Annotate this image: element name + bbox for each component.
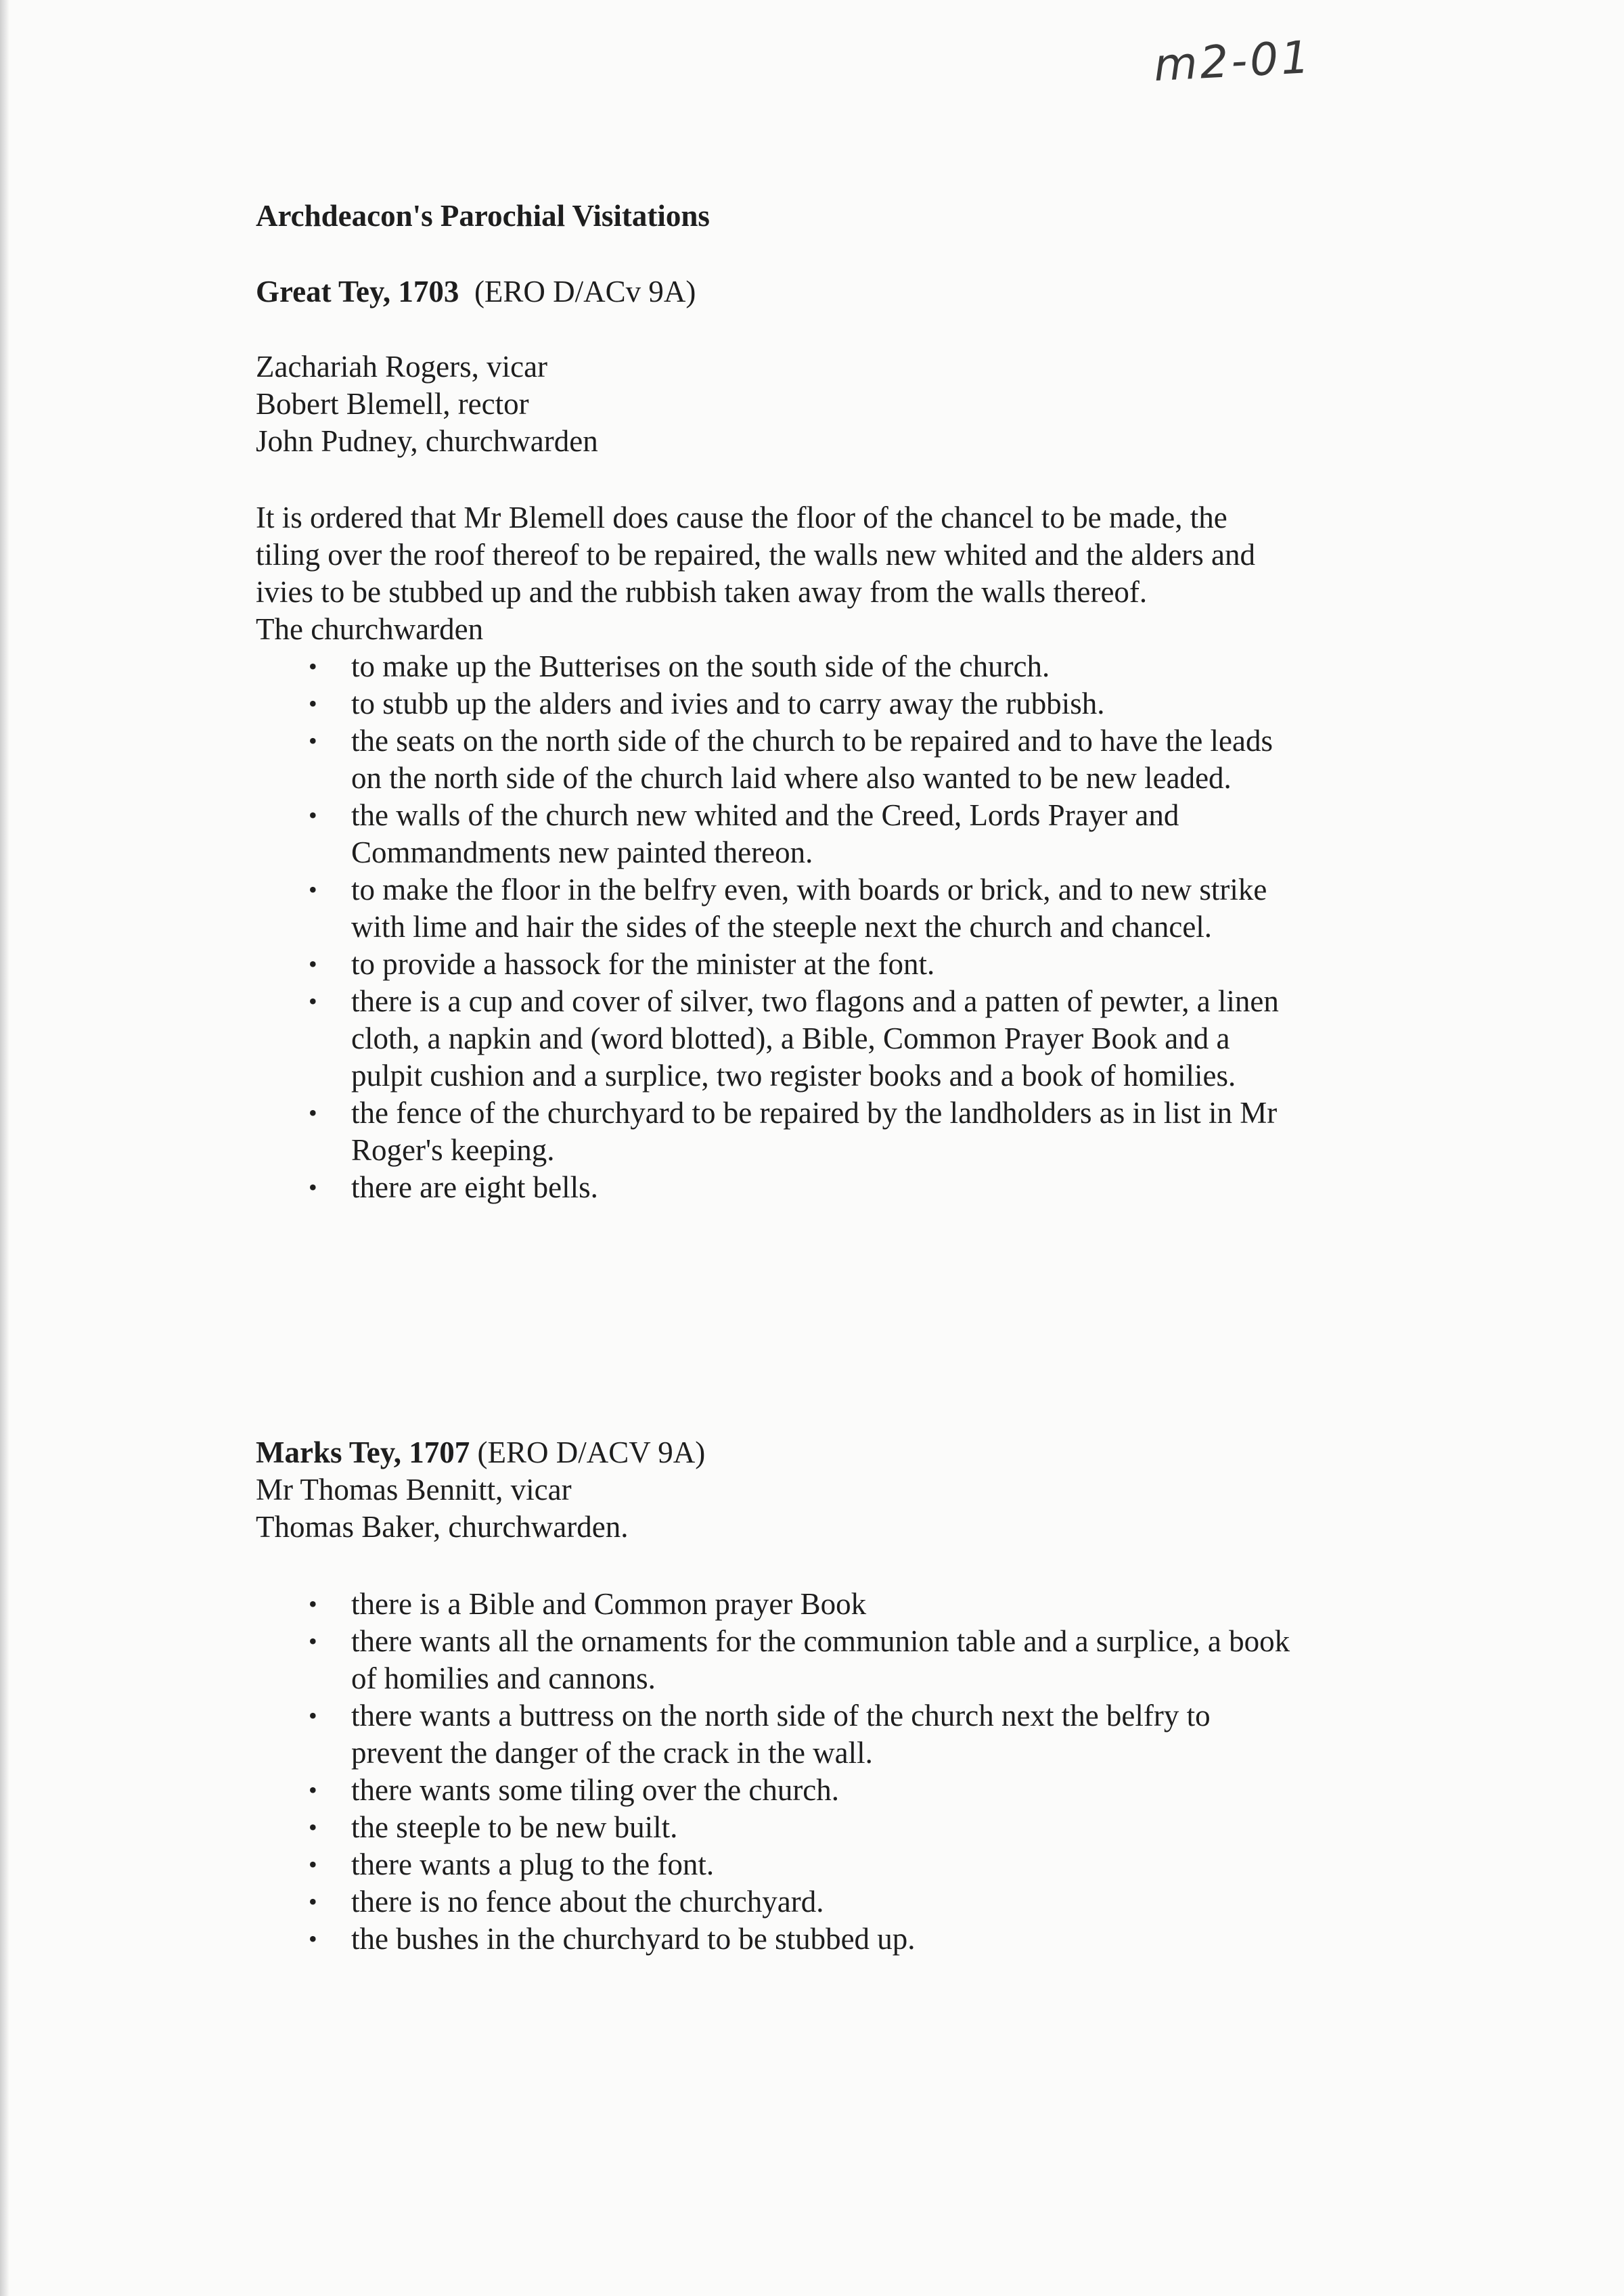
list-item: • to make up the Butterises on the south side of the church. <box>256 648 1295 685</box>
list-item: • to make the floor in the belfry even, with boards or brick, and to new strike with lime and hair the sides of the steeple next the church and chancel. <box>309 873 1267 944</box>
order-paragraph: It is ordered that Mr Blemell does cause the floor of the chancel to be made, the tiling over the roof thereof to be repaired, the walls new whited and the alders and ivies to be stubbed up and the rubbish taken away from the walls thereof. <box>256 501 1255 609</box>
great-tey-source: (ERO D/ACv 9A) <box>474 275 696 308</box>
bullet-icon: • <box>309 876 317 903</box>
bullet-icon: • <box>309 1628 317 1655</box>
bullet-icon: • <box>309 988 317 1015</box>
bullet-icon: • <box>309 1814 317 1841</box>
person: Zachariah Rogers, vicar <box>256 350 548 384</box>
churchwarden-label: The churchwarden <box>256 612 484 646</box>
list-item: • there wants a buttress on the north side of the church next the belfry to prevent the danger of the crack in the wall. <box>309 1699 1211 1770</box>
document-title: Archdeacon's Parochial Visitations <box>256 199 710 233</box>
bullet-icon: • <box>309 1851 317 1878</box>
list-item: • there wants all the ornaments for the communion table and a surplice, a book of homilies and cannons. <box>309 1624 1290 1695</box>
marks-tey-title: Marks Tey, 1707 <box>256 1436 470 1469</box>
bullet-icon: • <box>309 1702 317 1729</box>
person: Mr Thomas Bennitt, vicar <box>256 1473 572 1507</box>
person: Thomas Baker, churchwarden. <box>256 1510 629 1544</box>
list-item: • the seats on the north side of the church to be repaired and to have the leads on the north side of the church laid where also wanted to be new leaded. <box>309 724 1273 795</box>
list-item: • the bushes in the churchyard to be stubbed up. <box>256 1921 1295 1958</box>
list-item: • the fence of the churchyard to be repaired by the landholders as in list in Mr Roger's keeping. <box>309 1096 1278 1167</box>
great-tey-title: Great Tey, 1703 <box>256 275 459 308</box>
list-item: • there is a cup and cover of silver, two flagons and a patten of pewter, a linen cloth, a napkin and (word blotted), a Bible, Common Prayer Book and a pulpit cushion and a surplice, two register books and a book of homilies. <box>309 984 1279 1093</box>
bullet-icon: • <box>309 690 317 717</box>
great-tey-section <box>256 499 1298 1206</box>
list-item: • there is no fence about the churchyard. <box>256 1883 1295 1921</box>
great-tey-list <box>256 648 1298 1206</box>
bullet-icon: • <box>309 802 317 829</box>
bullet-icon: • <box>309 1776 317 1804</box>
marks-tey-header <box>256 1434 1311 1546</box>
bullet-icon: • <box>309 1590 317 1617</box>
great-tey-people <box>256 348 1311 460</box>
list-item: • there wants some tiling over the church. <box>256 1772 1295 1809</box>
marks-tey-source: (ERO D/ACV 9A) <box>477 1436 706 1469</box>
list-item: • there is a Bible and Common prayer Book <box>256 1586 1295 1623</box>
marks-tey-list <box>256 1586 1311 1958</box>
list-item: • there wants a plug to the font. <box>256 1846 1295 1883</box>
bullet-icon: • <box>309 1888 317 1915</box>
bullet-icon: • <box>309 1925 317 1952</box>
great-tey-heading <box>256 273 1311 311</box>
bullet-icon: • <box>309 653 317 680</box>
bullet-icon: • <box>309 1099 317 1126</box>
list-item: • to stubb up the alders and ivies and to carry away the rubbish. <box>256 685 1295 722</box>
list-item: • to provide a hassock for the minister at the font. <box>256 946 1295 983</box>
marks-tey-section <box>256 1586 1311 1958</box>
bullet-icon: • <box>309 1174 317 1201</box>
bullet-icon: • <box>309 727 317 754</box>
handwritten-reference: m2-01 <box>1152 30 1313 92</box>
list-item: • the walls of the church new whited and the Creed, Lords Prayer and Commandments new painted thereon. <box>309 798 1179 869</box>
bullet-icon: • <box>309 950 317 978</box>
scan-edge <box>0 0 9 2296</box>
person: John Pudney, churchwarden <box>256 424 598 458</box>
person: Bobert Blemell, rector <box>256 387 529 421</box>
list-item: • there are eight bells. <box>256 1169 1295 1206</box>
list-item: • the steeple to be new built. <box>256 1809 1295 1846</box>
